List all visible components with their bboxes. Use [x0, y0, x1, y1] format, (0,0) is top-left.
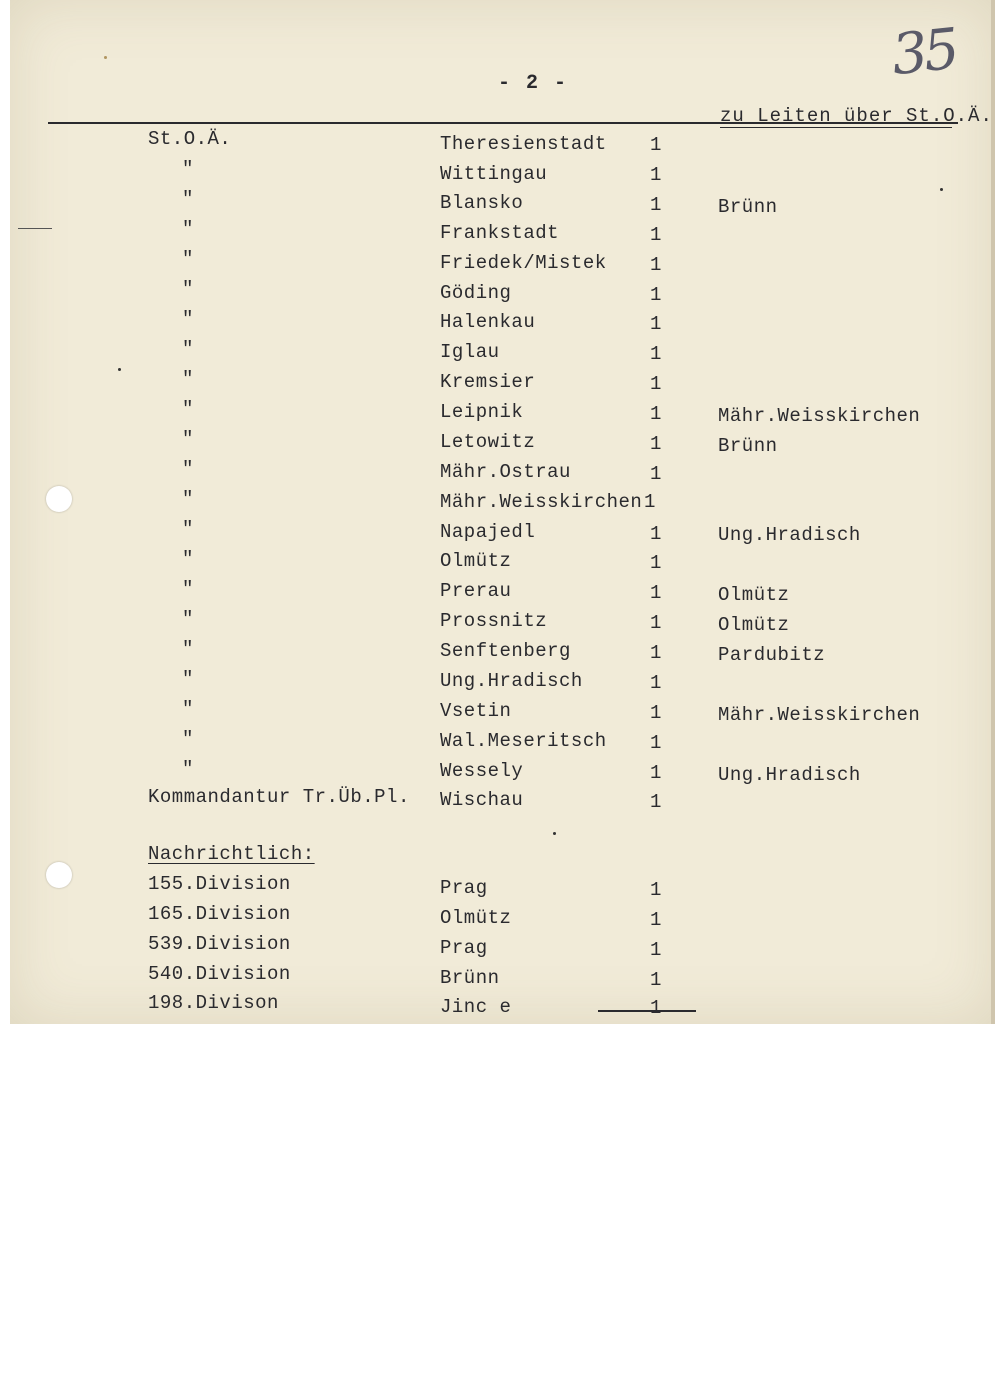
- qty-cell: 1: [650, 702, 662, 724]
- document-page: [10, 0, 995, 1024]
- office-cell: ": [182, 608, 194, 630]
- qty-cell: 1: [650, 552, 662, 574]
- place-cell: Prossnitz: [440, 610, 548, 632]
- place-cell: Leipnik: [440, 401, 524, 423]
- office-cell: ": [182, 638, 194, 660]
- qty-cell: 1: [650, 403, 662, 425]
- qty-cell: 1: [650, 313, 662, 335]
- place-cell: Göding: [440, 282, 512, 304]
- office-cell: ": [182, 248, 194, 270]
- ink-speck: [940, 188, 943, 191]
- office-cell: ": [182, 488, 194, 510]
- division-qty-cell: 1: [650, 879, 662, 901]
- handwritten-page-number: 35: [888, 16, 959, 89]
- place-cell: Mähr.Ostrau: [440, 461, 571, 483]
- route-cell: Olmütz: [718, 584, 790, 606]
- place-cell: Wischau: [440, 789, 524, 811]
- qty-cell: 1: [650, 343, 662, 365]
- division-place-cell: Jinc e: [440, 996, 512, 1018]
- ink-speck: [553, 832, 556, 835]
- place-cell: Ung.Hradisch: [440, 670, 583, 692]
- office-cell: ": [182, 548, 194, 570]
- punch-hole-top: [46, 486, 72, 512]
- qty-cell: 1: [650, 194, 662, 216]
- route-cell: Mähr.Weisskirchen: [718, 704, 921, 726]
- division-qty-cell: 1: [650, 969, 662, 991]
- office-cell: ": [182, 578, 194, 600]
- qty-cell: 1: [650, 523, 662, 545]
- office-cell: ": [182, 158, 194, 180]
- qty-cell: 1: [650, 134, 662, 156]
- route-column-header: zu Leiten über St.O.Ä.: [720, 105, 993, 127]
- place-cell: Friedek/Mistek: [440, 252, 607, 274]
- place-cell: Theresienstadt: [440, 133, 607, 155]
- page-number: - 2 -: [498, 72, 569, 95]
- qty-cell: 1: [644, 491, 656, 513]
- qty-cell: 1: [650, 672, 662, 694]
- route-cell: Pardubitz: [718, 644, 826, 666]
- route-cell: Ung.Hradisch: [718, 524, 861, 546]
- route-cell: Mähr.Weisskirchen: [718, 405, 921, 427]
- paper-edge: [991, 0, 995, 1024]
- division-place-cell: Brünn: [440, 967, 500, 989]
- place-cell: Iglau: [440, 341, 500, 363]
- route-cell: Brünn: [718, 435, 778, 457]
- qty-cell: 1: [650, 373, 662, 395]
- division-cell: 165.Division: [148, 903, 291, 925]
- office-cell: ": [182, 728, 194, 750]
- route-header-underline: [720, 127, 952, 128]
- office-cell: ": [182, 218, 194, 240]
- qty-cell: 1: [650, 582, 662, 604]
- header-rule: [48, 122, 958, 124]
- place-cell: Olmütz: [440, 550, 512, 572]
- place-cell: Halenkau: [440, 311, 536, 333]
- office-cell: ": [182, 308, 194, 330]
- office-cell: ": [182, 278, 194, 300]
- division-qty-cell: 1: [650, 939, 662, 961]
- nachrichtlich-heading: Nachrichtlich:: [148, 843, 315, 865]
- place-cell: Letowitz: [440, 431, 536, 453]
- office-cell: ": [182, 428, 194, 450]
- qty-cell: 1: [650, 762, 662, 784]
- division-qty-cell: 1: [650, 997, 662, 1019]
- division-qty-cell: 1: [650, 909, 662, 931]
- office-cell: ": [182, 188, 194, 210]
- place-cell: Prerau: [440, 580, 512, 602]
- place-cell: Napajedl: [440, 521, 536, 543]
- qty-cell: 1: [650, 612, 662, 634]
- division-place-cell: Prag: [440, 937, 488, 959]
- office-cell: ": [182, 758, 194, 780]
- route-cell: Ung.Hradisch: [718, 764, 861, 786]
- ink-speck: [118, 368, 121, 371]
- place-cell: Kremsier: [440, 371, 536, 393]
- place-cell: Senftenberg: [440, 640, 571, 662]
- division-cell: 155.Division: [148, 873, 291, 895]
- division-place-cell: Olmütz: [440, 907, 512, 929]
- qty-cell: 1: [650, 791, 662, 813]
- division-cell: 198.Divison: [148, 992, 279, 1014]
- place-cell: Wessely: [440, 760, 524, 782]
- stain-speck: [104, 56, 107, 59]
- place-cell: Vsetin: [440, 700, 512, 722]
- qty-cell: 1: [650, 164, 662, 186]
- route-cell: Brünn: [718, 196, 778, 218]
- office-cell: ": [182, 368, 194, 390]
- place-cell: Wittingau: [440, 163, 548, 185]
- office-cell: ": [182, 518, 194, 540]
- place-cell: Frankstadt: [440, 222, 560, 244]
- margin-mark: [18, 228, 52, 229]
- qty-cell: 1: [650, 732, 662, 754]
- division-cell: 539.Division: [148, 933, 291, 955]
- qty-cell: 1: [650, 463, 662, 485]
- qty-cell: 1: [650, 224, 662, 246]
- punch-hole-bottom: [46, 862, 72, 888]
- office-cell: ": [182, 338, 194, 360]
- office-cell: ": [182, 668, 194, 690]
- division-cell: 540.Division: [148, 963, 291, 985]
- qty-cell: 1: [650, 642, 662, 664]
- office-cell: ": [182, 398, 194, 420]
- qty-cell: 1: [650, 284, 662, 306]
- place-cell: Wal.Meseritsch: [440, 730, 607, 752]
- office-cell: Kommandantur Tr.Üb.Pl.: [148, 786, 410, 808]
- office-cell: ": [182, 698, 194, 720]
- sum-underline: [598, 1010, 696, 1012]
- qty-cell: 1: [650, 254, 662, 276]
- route-cell: Olmütz: [718, 614, 790, 636]
- office-cell: St.O.Ä.: [148, 128, 232, 150]
- division-place-cell: Prag: [440, 877, 488, 899]
- place-cell: Blansko: [440, 192, 524, 214]
- office-cell: ": [182, 458, 194, 480]
- place-cell: Mähr.Weisskirchen: [440, 491, 643, 513]
- qty-cell: 1: [650, 433, 662, 455]
